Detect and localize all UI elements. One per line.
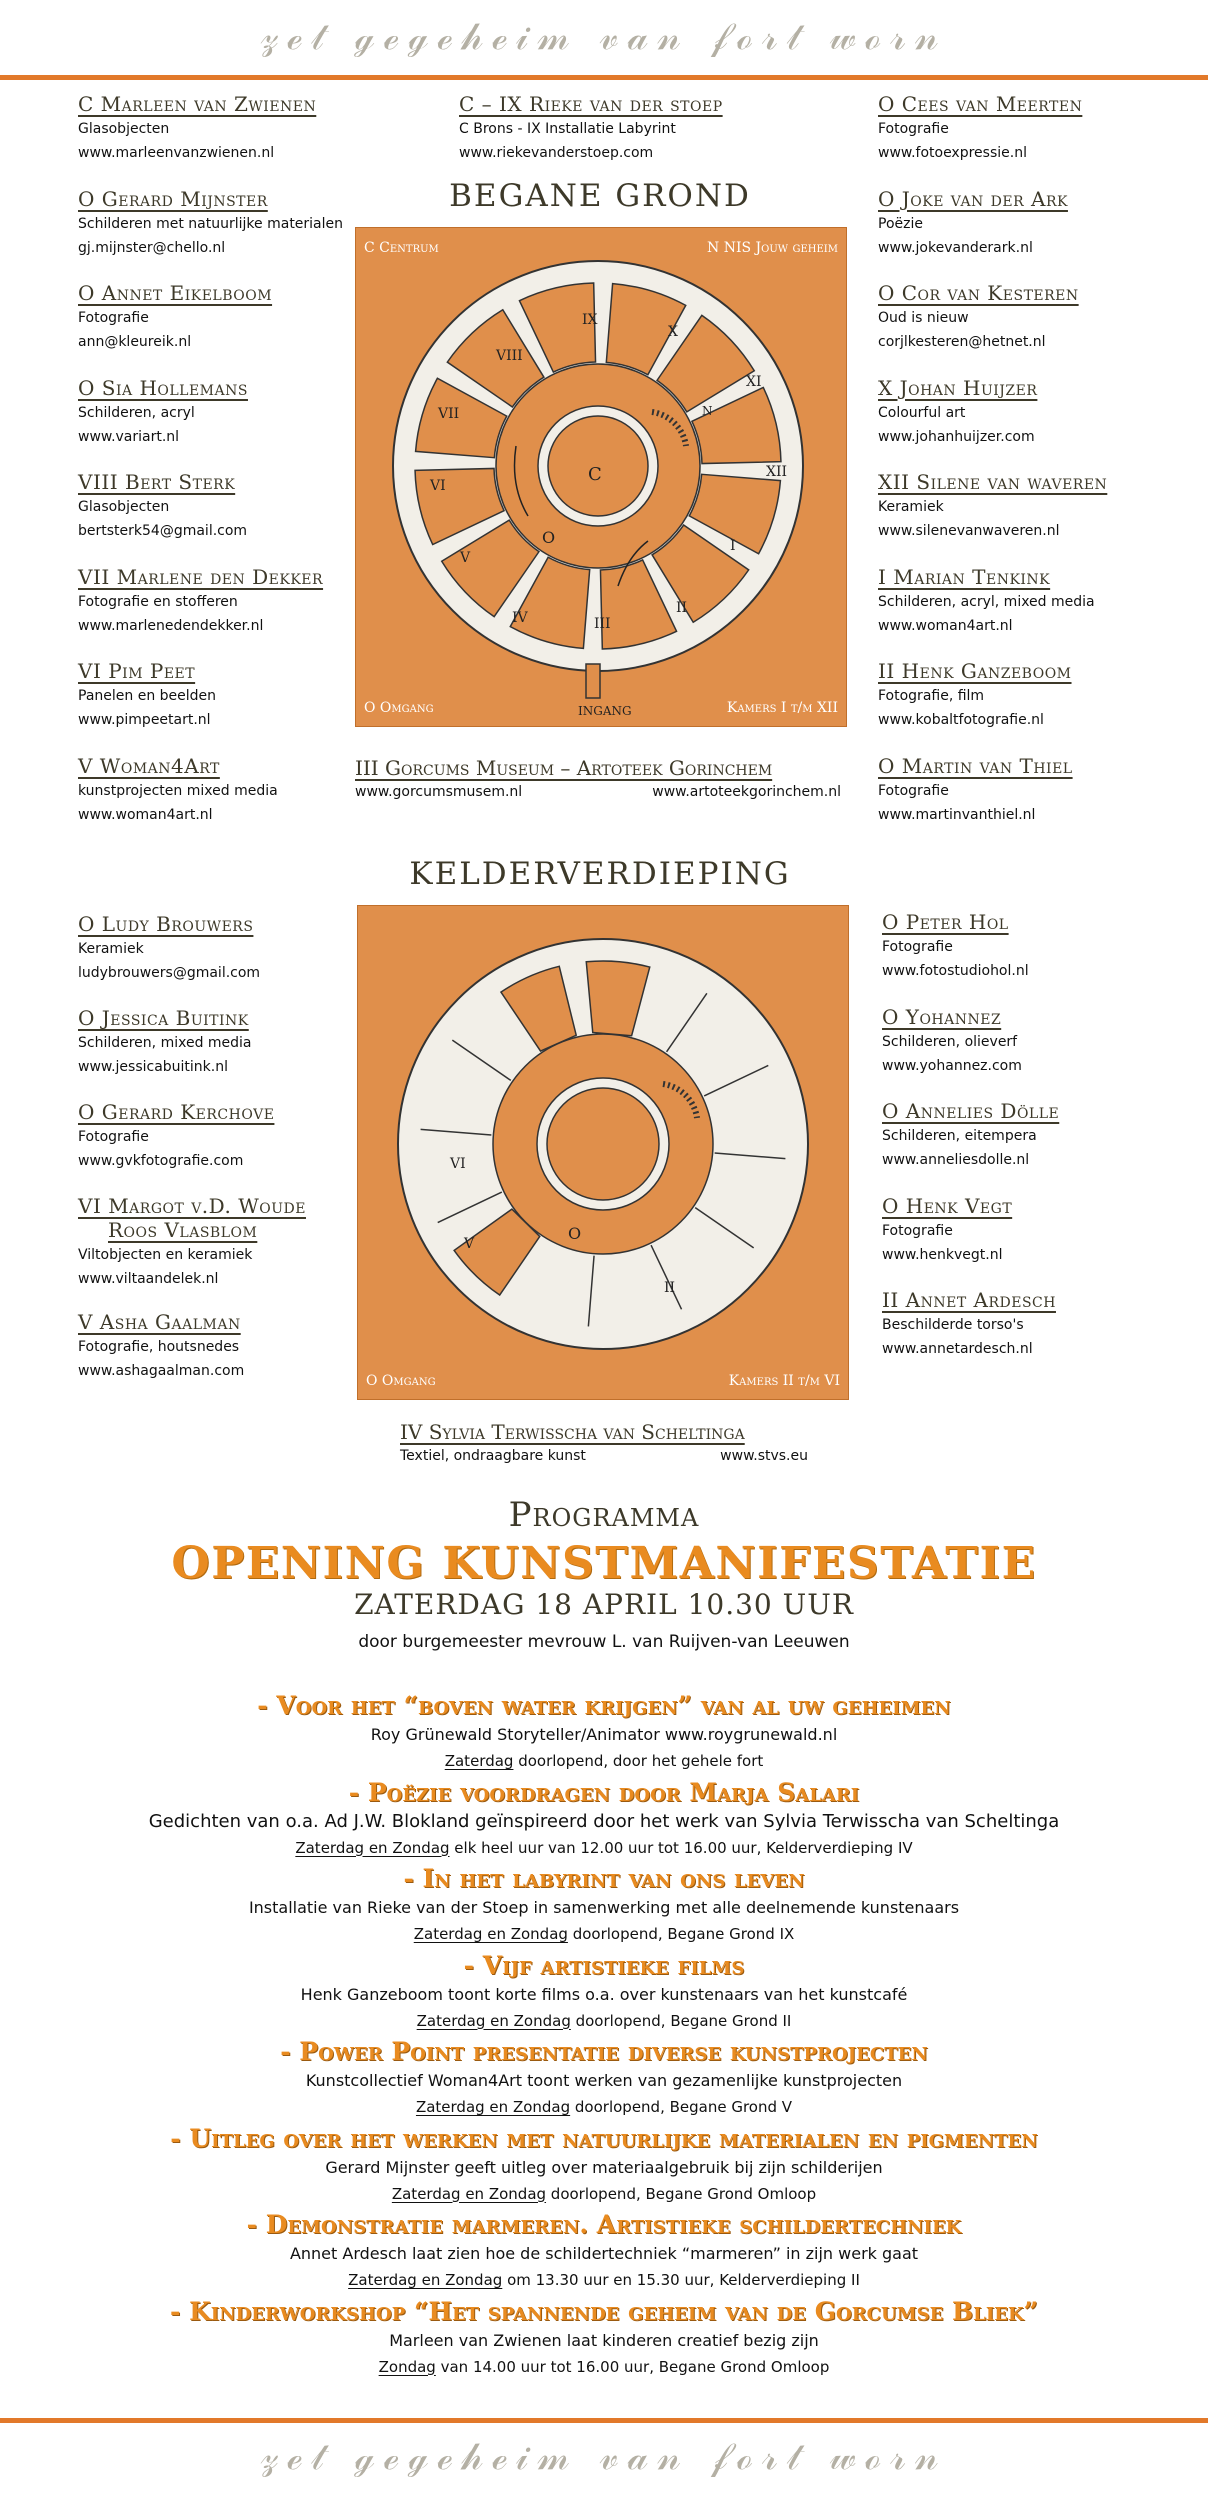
artist-name: O Sia Hollemans: [78, 375, 248, 400]
room-numeral: X: [668, 324, 678, 340]
program-event: [0, 2209, 1208, 2293]
event-time: doorlopend, Begane Grond IX: [567, 1925, 795, 1943]
room-numeral: VIII: [496, 348, 523, 364]
artist-name: O Cees van Meerten: [878, 92, 1083, 116]
artist-website: www.yohannez.com: [882, 1057, 1022, 1074]
artist-entry: [882, 1288, 1208, 1361]
plan-label-niche: N: [702, 404, 713, 418]
kelder-plan-label-kamers: Kamers II t/m VI: [728, 1373, 840, 1389]
event-time: doorlopend, Begane Grond II: [570, 2011, 792, 2030]
kelder-bottom-artist: [400, 1420, 808, 1468]
artist-website: www.pimpeetart.nl: [78, 712, 211, 728]
artist-entry: [878, 565, 1208, 638]
artist-website: www.henkvegt.nl: [882, 1246, 1003, 1263]
top-decorative-banner: 𝓏ℯ𝓉 ℊℯℊℯ𝒽ℯ𝒾𝓂 𝓋𝒶𝓃 𝒻ℴ𝓇𝓉 𝓌ℴ𝓇𝓃: [260, 14, 948, 58]
event-title: - Uitleg over het werken met natuurlijke materialen en pigmenten: [170, 2123, 1038, 2153]
artist-name: O Jessica Buitink: [78, 1006, 249, 1030]
kelder-fort-drawing: [358, 906, 848, 1399]
kelder-title: KELDERVERDIEPING: [409, 856, 791, 892]
event-time: doorlopend, Begane Grond V: [570, 2098, 793, 2116]
room-numeral: I: [730, 538, 736, 554]
plan-label-center: C: [588, 464, 602, 485]
museum-entry: [355, 756, 841, 804]
artist-discipline: Schilderen, olieverf: [882, 1033, 1018, 1050]
plan-label-omgang: O Omgang: [364, 700, 434, 716]
artist-discipline: Schilderen, mixed media: [78, 1035, 252, 1051]
event-days: Zaterdag en Zondag: [413, 1925, 568, 1943]
event-description: Installatie van Rieke van der Stoep in samenwerking met alle deelnemende kunstenaars: [248, 1898, 960, 1917]
artist-name: IV Sylvia Terwisscha van Scheltinga: [400, 1420, 745, 1444]
artist-entry: [878, 92, 1208, 165]
event-schedule: [0, 1748, 1208, 1774]
artist-name-second: Roos Vlasblom: [108, 1218, 258, 1242]
event-title: - In het labyrint van ons leven: [403, 1864, 805, 1893]
program-event: [0, 2123, 1208, 2207]
opening-date: ZATERDAG 18 APRIL 10.30 UUR: [354, 1588, 854, 1621]
event-description: Annet Ardesch laat zien hoe de schildertechniek “marmeren” in zijn werk gaat: [289, 2244, 919, 2263]
event-days: Zondag: [378, 2357, 436, 2376]
event-days: Zaterdag en Zondag: [391, 2184, 547, 2203]
artist-name: VI Margot v.D. Woude: [78, 1194, 306, 1218]
kelder-plan-label-ring: O: [568, 1224, 582, 1243]
event-days: Zaterdag en Zondag: [415, 2098, 571, 2116]
event-schedule: [0, 2094, 1208, 2120]
museum-website: www.gorcumsmusem.nl: [355, 784, 523, 800]
begane-grond-center-artist: [459, 92, 789, 165]
artist-discipline: Viltobjecten en keramiek: [78, 1247, 253, 1263]
event-days: Zaterdag en Zondag: [295, 1838, 450, 1857]
artist-discipline: Fotografie: [882, 939, 953, 955]
artist-website: www.variart.nl: [78, 428, 180, 445]
begane-grond-title: BEGANE GROND: [449, 178, 751, 214]
artist-entry: [878, 187, 1208, 260]
artist-discipline: C Brons - IX Installatie Labyrint: [459, 121, 676, 137]
artist-entry: [878, 470, 1208, 543]
event-time: doorlopend, door het gehele fort: [513, 1752, 764, 1770]
artist-discipline: kunstprojecten mixed media: [78, 782, 278, 799]
artist-name: II Henk Ganzeboom: [878, 659, 1072, 683]
artist-website: www.kobaltfotografie.nl: [878, 712, 1044, 728]
artist-entry: [882, 1194, 1208, 1267]
artist-name: C Marleen van Zwienen: [78, 92, 317, 116]
room-numeral: V: [460, 550, 471, 566]
artist-discipline: Poëzie: [878, 215, 923, 232]
kelder-plan-label-omgang: O Omgang: [366, 1373, 436, 1389]
program-event: [0, 2296, 1208, 2380]
artist-discipline: Glasobjecten: [78, 499, 170, 515]
event-schedule: [0, 2354, 1208, 2380]
program-event: [0, 1863, 1208, 1947]
artist-discipline: Fotografie: [882, 1222, 953, 1239]
artist-discipline: Fotografie en stofferen: [78, 593, 238, 610]
artist-website: www.martinvanthiel.nl: [878, 806, 1036, 823]
event-title: - Poëzie voordragen door Marja Salari: [348, 1777, 860, 1807]
artist-discipline: Schilderen, acryl: [78, 404, 195, 421]
event-schedule: [0, 1835, 1208, 1861]
event-description: Roy Grünewald Storyteller/Animator www.roygrunewald.nl: [370, 1725, 838, 1744]
artist-website: www.annetardesch.nl: [882, 1341, 1033, 1357]
artist-discipline: Fotografie: [878, 782, 949, 799]
plan-label-centrum: C Centrum: [364, 240, 439, 256]
artist-discipline: Schilderen, eitempera: [882, 1128, 1037, 1144]
artist-name: II Annet Ardesch: [882, 1288, 1056, 1312]
artist-entry: [878, 659, 1208, 732]
artist-discipline: Fotografie: [78, 310, 149, 326]
artist-entry: [78, 92, 408, 165]
artist-name: O Ludy Brouwers: [78, 912, 254, 936]
program-event: [0, 1950, 1208, 2034]
event-title: - Kinderworkshop “Het spannende geheim van de Gorcumse Bliek”: [169, 2296, 1039, 2326]
opening-by: door burgemeester mevrouw L. van Ruijven-van Leeuwen: [358, 1632, 850, 1652]
event-description: Marleen van Zwienen laat kinderen creatief bezig zijn: [389, 2330, 819, 2350]
plan-label-kamers: Kamers I t/m XII: [726, 700, 838, 716]
event-schedule: [0, 1921, 1208, 1947]
artist-website: corjlkesteren@hetnet.nl: [878, 334, 1046, 350]
artist-name: VI Pim Peet: [78, 659, 196, 683]
artist-discipline: Oud is nieuw: [878, 310, 969, 326]
plan-label-ingang: INGANG: [578, 704, 632, 718]
artist-name: O Cor van Kesteren: [878, 281, 1079, 305]
room-numeral: II: [664, 1280, 676, 1296]
artist-name: O Gerard Mijnster: [78, 186, 268, 211]
artist-website: bertsterk54@gmail.com: [78, 523, 248, 539]
program-event: [0, 1777, 1208, 1861]
artist-name: C – IX Rieke van der stoep: [459, 92, 723, 116]
room-numeral: XII: [766, 464, 788, 480]
artist-website: www.silenevanwaveren.nl: [878, 523, 1060, 539]
artist-entry: [882, 910, 1208, 983]
artist-website: gj.mijnster@chello.nl: [78, 239, 226, 256]
artist-website: www.jessicabuitink.nl: [78, 1059, 228, 1075]
artist-name: O Martin van Thiel: [878, 753, 1073, 778]
kelder-floor-plan: [357, 905, 849, 1400]
event-time: doorlopend, Begane Grond Omloop: [546, 2184, 817, 2203]
artist-website: www.jokevanderark.nl: [878, 239, 1033, 256]
artist-discipline: Colourful art: [878, 404, 966, 421]
artist-discipline: Fotografie: [78, 1129, 149, 1145]
room-numeral: VII: [438, 406, 460, 422]
artist-name: O Yohannez: [882, 1004, 1002, 1029]
artist-website: ann@kleureik.nl: [78, 334, 192, 350]
bottom-orange-rule: [0, 2418, 1208, 2423]
room-numeral: IV: [512, 610, 528, 626]
artist-website: www.woman4art.nl: [78, 806, 213, 823]
event-time: van 14.00 uur tot 16.00 uur, Begane Grond Omloop: [435, 2357, 830, 2376]
artist-discipline: Glasobjecten: [78, 121, 170, 137]
event-time: elk heel uur van 12.00 uur tot 16.00 uur, Kelderverdieping IV: [449, 1838, 913, 1857]
artist-name: V Asha Gaalman: [78, 1310, 241, 1334]
room-numeral: II: [676, 600, 688, 616]
top-orange-rule: [0, 75, 1208, 80]
begane-grond-floor-plan: [355, 227, 847, 727]
room-numeral: V: [464, 1236, 475, 1252]
artist-name: O Henk Vegt: [882, 1193, 1013, 1218]
artist-discipline: Panelen en beelden: [78, 688, 217, 704]
artist-name: O Joke van der Ark: [878, 186, 1068, 211]
artist-name: V Woman4Art: [78, 753, 220, 778]
room-numeral: VI: [450, 1156, 466, 1172]
event-title: - Voor het “boven water krijgen” van al uw geheimen: [257, 1691, 951, 1720]
artist-discipline: Fotografie, film: [878, 688, 985, 704]
event-days: Zaterdag en Zondag: [348, 2271, 503, 2289]
room-numeral: VI: [430, 478, 446, 494]
artist-discipline: Schilderen, acryl, mixed media: [878, 593, 1095, 610]
artist-discipline: Beschilderde torso's: [882, 1317, 1024, 1333]
artist-discipline: Keramiek: [878, 499, 944, 515]
opening-title: OPENING KUNSTMANIFESTATIE: [171, 1538, 1037, 1589]
event-description: Gerard Mijnster geeft uitleg over materiaalgebruik bij zijn schilderijen: [325, 2157, 883, 2177]
artist-name: O Annet Eikelboom: [78, 281, 273, 305]
artist-website: www.ashagaalman.com: [78, 1363, 245, 1379]
artist-website: www.fotostudiohol.nl: [882, 963, 1029, 979]
artist-website: www.stvs.eu: [720, 1448, 808, 1464]
bottom-decorative-banner: 𝓏ℯ𝓉 ℊℯℊℯ𝒽ℯ𝒾𝓂 𝓋𝒶𝓃 𝒻ℴ𝓇𝓉 𝓌ℴ𝓇𝓃: [260, 2434, 948, 2478]
event-schedule: [0, 2181, 1208, 2207]
artist-name: X Johan Huijzer: [878, 375, 1038, 400]
program-event: [0, 2036, 1208, 2120]
artist-website: www.woman4art.nl: [878, 617, 1013, 634]
artist-discipline: Fotografie, houtsnedes: [78, 1339, 240, 1355]
programma-heading: Programma: [508, 1495, 700, 1535]
event-days: Zaterdag en Zondag: [416, 2011, 571, 2030]
artist-entry: [878, 376, 1208, 449]
event-description: Gedichten van o.a. Ad J.W. Blokland geïnspireerd door het werk van Sylvia Terwisscha van Scheltinga: [148, 1810, 1060, 1832]
event-title: - Vijf artistieke films: [463, 1950, 745, 1980]
artist-website: www.anneliesdolle.nl: [882, 1152, 1030, 1168]
artist-website: www.johanhuijzer.com: [878, 428, 1035, 445]
plan-label-ring: O: [542, 528, 556, 547]
artist-name: XII Silene van waveren: [878, 470, 1108, 494]
artist-website: www.marleenvanzwienen.nl: [78, 145, 275, 161]
event-description: Kunstcollectief Woman4Art toont werken van gezamenlijke kunstprojecten: [305, 2071, 903, 2090]
event-days: Zaterdag: [444, 1752, 514, 1770]
artist-discipline: Textiel, ondraagbare kunst: [400, 1448, 586, 1464]
artist-name: O Gerard Kerchove: [78, 1100, 275, 1124]
artist-name: VIII Bert Sterk: [78, 470, 236, 494]
event-schedule: [0, 2267, 1208, 2293]
artist-entry: [882, 1099, 1208, 1172]
event-title: - Demonstratie marmeren. Artistieke schildertechniek: [246, 2210, 962, 2239]
artist-website: www.riekevanderstoep.com: [459, 145, 654, 161]
event-title: - Power Point presentatie diverse kunstprojecten: [280, 2037, 928, 2066]
artist-name: VII Marlene den Dekker: [78, 564, 324, 589]
artist-discipline: Schilderen met natuurlijke materialen: [78, 215, 344, 232]
artist-website: www.viltaandelek.nl: [78, 1271, 219, 1287]
museum-name: III Gorcums Museum – Artoteek Gorinchem: [355, 756, 773, 780]
artist-discipline: Keramiek: [78, 941, 144, 957]
artist-name: O Peter Hol: [882, 910, 1009, 934]
plan-label-nis: N NIS Jouw geheim: [707, 240, 838, 256]
artist-website: www.marlenedendekker.nl: [78, 617, 264, 634]
artoteek-website: www.artoteekgorinchem.nl: [652, 784, 841, 800]
room-numeral: IX: [582, 312, 598, 328]
artist-website: ludybrouwers@gmail.com: [78, 965, 261, 981]
artist-entry: [878, 281, 1208, 354]
entrance-passage: [586, 664, 600, 698]
artist-name: O Annelies Dölle: [882, 1099, 1060, 1123]
event-description: Henk Ganzeboom toont korte films o.a. over kunstenaars van het kunstcafé: [300, 1984, 908, 2004]
event-schedule: [0, 2008, 1208, 2034]
artist-name: I Marian Tenkink: [878, 564, 1051, 589]
artist-website: www.gvkfotografie.com: [78, 1153, 244, 1169]
artist-discipline: Fotografie: [878, 121, 949, 137]
artist-entry: [882, 1005, 1208, 1078]
room-numeral: XI: [746, 374, 762, 390]
event-time: om 13.30 uur en 15.30 uur, Kelderverdieping II: [502, 2271, 860, 2289]
artist-entry: [878, 754, 1208, 827]
center-room: [547, 1088, 659, 1200]
room-numeral: III: [594, 616, 611, 632]
artist-website: www.fotoexpressie.nl: [878, 145, 1027, 161]
program-event: [0, 1690, 1208, 1774]
